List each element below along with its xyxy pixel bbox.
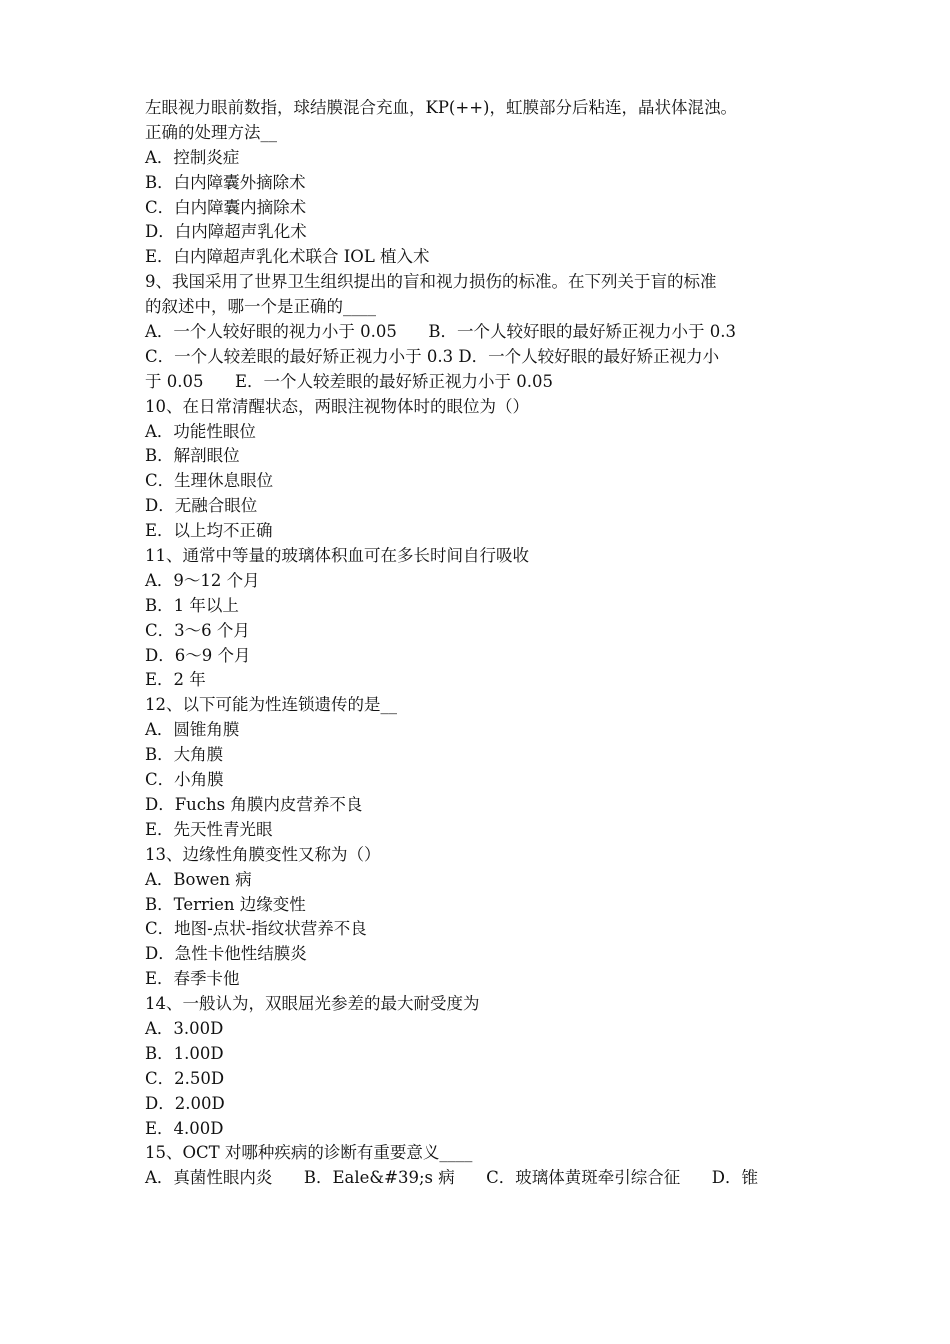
option-line: B．1.00D [145, 1043, 224, 1063]
question-line: 9、我国采用了世界卫生组织提出的盲和视力损伤的标准。在下列关于盲的标准 [145, 272, 717, 292]
option-line: A．9～12 个月 [145, 570, 260, 590]
question-line: 11、通常中等量的玻璃体积血可在多长时间自行吸收 [145, 546, 529, 566]
option-line: E．白内障超声乳化术联合 IOL 植入术 [145, 247, 430, 267]
option-line: A．功能性眼位 [145, 421, 256, 441]
option-line: A．控制炎症 [145, 147, 240, 167]
option-line: C．小角膜 [145, 770, 224, 790]
text-line: 左眼视力眼前数指，球结膜混合充血，KP(++)，虹膜部分后粘连，晶状体混浊。 [145, 98, 737, 117]
option-line: C．地图-点状-指纹状营养不良 [145, 919, 367, 939]
option-line: D．急性卡他性结膜炎 [145, 944, 307, 964]
option-line: E．以上均不正确 [145, 521, 273, 541]
option-line: A．Bowen 病 [145, 869, 252, 889]
option-line: D．无融合眼位 [145, 496, 258, 516]
option-line: A．3.00D [145, 1018, 224, 1038]
option-line: E．春季卡他 [145, 969, 240, 989]
text-line: 正确的处理方法__ [145, 122, 277, 142]
option-line: A．真菌性眼内炎 B．Eale&#39;s 病 C．玻璃体黄斑牵引综合征 D．锥 [145, 1168, 759, 1188]
option-line: D．Fuchs 角膜内皮营养不良 [145, 794, 363, 814]
question-line: 12、以下可能为性连锁遗传的是__ [145, 695, 397, 715]
option-line: D．6～9 个月 [145, 645, 251, 665]
option-line: A．圆锥角膜 [145, 720, 240, 740]
document-body [145, 96, 813, 1191]
question-line: 14、一般认为，双眼屈光参差的最大耐受度为 [145, 994, 480, 1014]
option-line: 于 0.05 E．一个人较差眼的最好矫正视力小于 0.05 [145, 371, 553, 391]
option-line: C．3～6 个月 [145, 620, 250, 640]
option-line: E．4.00D [145, 1118, 224, 1138]
option-line: E．2 年 [145, 670, 206, 690]
option-line: D．白内障超声乳化术 [145, 222, 307, 242]
option-line: B．白内障囊外摘除术 [145, 172, 306, 192]
question-line: 的叙述中，哪一个是正确的____ [145, 297, 376, 317]
option-line: E．先天性青光眼 [145, 819, 273, 839]
option-line: D．2.00D [145, 1093, 225, 1113]
option-line: B．大角膜 [145, 745, 224, 765]
question-line: 13、边缘性角膜变性又称为（） [145, 844, 381, 864]
option-line: C．白内障囊内摘除术 [145, 197, 307, 217]
option-line: C．一个人较差眼的最好矫正视力小于 0.3 D．一个人较好眼的最好矫正视力小 [145, 346, 720, 366]
question-line: 10、在日常清醒状态，两眼注视物体时的眼位为（） [145, 396, 529, 416]
option-line: C．2.50D [145, 1068, 225, 1088]
option-line: B．1 年以上 [145, 595, 239, 615]
question-line: 15、OCT 对哪种疾病的诊断有重要意义____ [145, 1143, 473, 1163]
option-line: B．Terrien 边缘变性 [145, 894, 306, 914]
option-line: C．生理休息眼位 [145, 471, 274, 491]
option-line: B．解剖眼位 [145, 446, 240, 466]
option-line: A．一个人较好眼的视力小于 0.05 B．一个人较好眼的最好矫正视力小于 0.3 [145, 322, 736, 342]
